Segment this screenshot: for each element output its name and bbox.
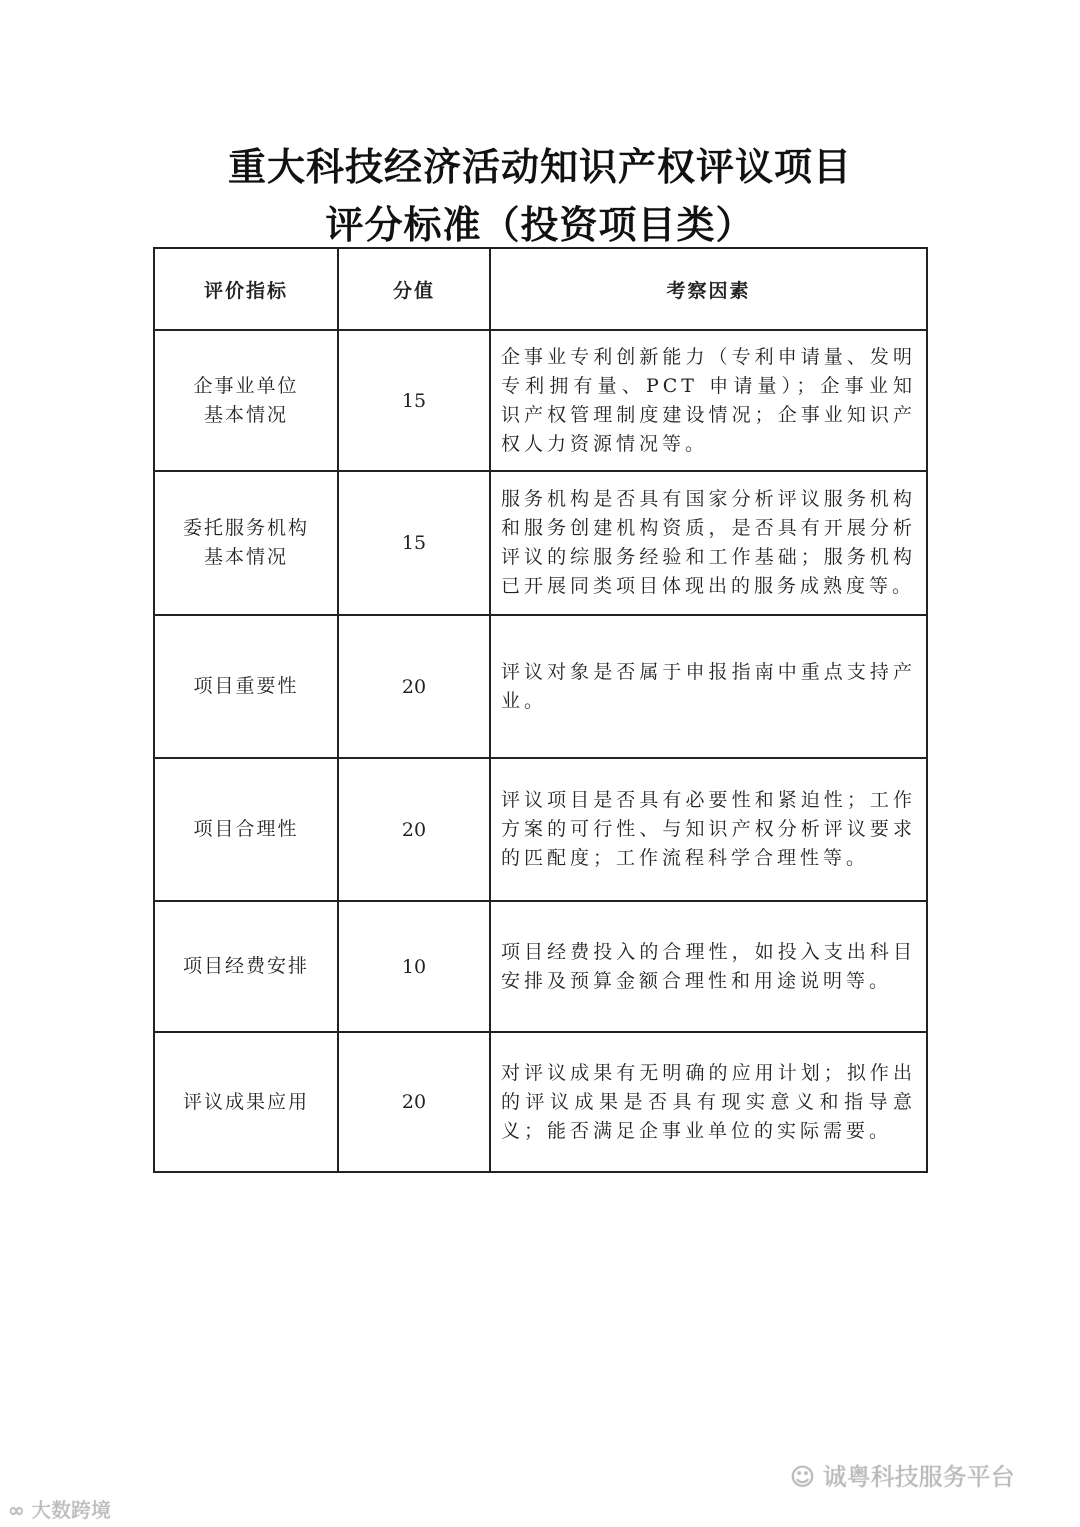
score-cell: 10 (338, 901, 490, 1032)
indicator-cell: 评议成果应用 (154, 1032, 338, 1172)
indicator-cell: 项目经费安排 (154, 901, 338, 1032)
table-header-row (154, 248, 927, 330)
score-cell: 15 (338, 471, 490, 615)
score-cell: 15 (338, 330, 490, 471)
indicator-cell: 企事业单位 基本情况 (154, 330, 338, 471)
indicator-cell: 项目合理性 (154, 758, 338, 901)
header-factors: 考察因素 (490, 248, 927, 330)
factors-cell: 对评议成果有无明确的应用计划；拟作出的评议成果是否具有现实意义和指导意义；能否满足企事业单位的实际需要。 (490, 1032, 927, 1172)
scoring-table (153, 247, 928, 1173)
document-title-line2: 评分标准（投资项目类） (325, 203, 755, 247)
document-title-line1: 重大科技经济活动知识产权评议项目 (227, 145, 852, 189)
table-row (154, 1032, 927, 1172)
score-cell: 20 (338, 758, 490, 901)
wechat-watermark: ☺ 诚粤科技服务平台 (790, 1463, 1015, 1491)
table-row (154, 615, 927, 758)
indicator-cell: 项目重要性 (154, 615, 338, 758)
site-watermark: ∞ 大数跨境 (8, 1498, 112, 1522)
score-cell: 20 (338, 1032, 490, 1172)
factors-cell: 企事业专利创新能力（专利申请量、发明专利拥有量、PCT 申请量）；企事业知识产权管理制度建设情况；企事业知识产权人力资源情况等。 (490, 330, 927, 471)
factors-cell: 项目经费投入的合理性，如投入支出科目安排及预算金额合理性和用途说明等。 (490, 901, 927, 1032)
table-row (154, 330, 927, 471)
factors-cell: 服务机构是否具有国家分析评议服务机构和服务创建机构资质，是否具有开展分析评议的综服务经验和工作基础；服务机构已开展同类项目体现出的服务成熟度等。 (490, 471, 927, 615)
header-score: 分值 (338, 248, 490, 330)
site-watermark-text: 大数跨境 (31, 1498, 112, 1522)
wechat-watermark-text: 诚粤科技服务平台 (822, 1463, 1015, 1491)
table-row (154, 901, 927, 1032)
indicator-cell: 委托服务机构 基本情况 (154, 471, 338, 615)
factors-cell: 评议项目是否具有必要性和紧迫性；工作方案的可行性、与知识产权分析评议要求的匹配度；工作流程科学合理性等。 (490, 758, 927, 901)
header-indicator: 评价指标 (154, 248, 338, 330)
table-row (154, 758, 927, 901)
factors-cell: 评议对象是否属于申报指南中重点支持产业。 (490, 615, 927, 758)
table-row (154, 471, 927, 615)
score-cell: 20 (338, 615, 490, 758)
